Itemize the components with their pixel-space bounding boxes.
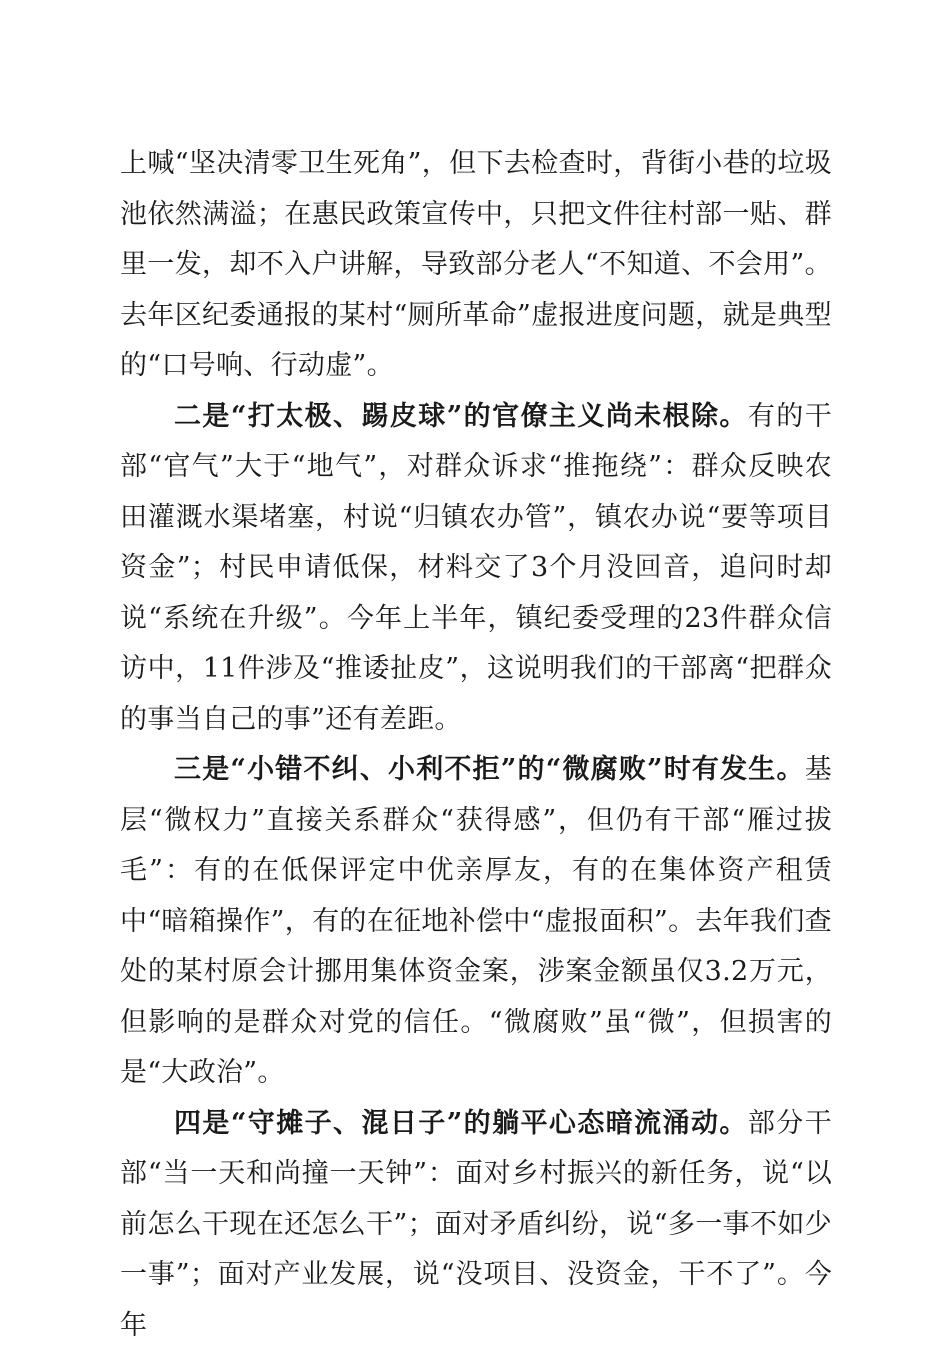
- paragraph-text: 有的干部“官气”大于“地气”，对群众诉求“推拖绕”：群众反映农田灌溉水渠堵塞，村说“归镇农办管”，镇农办说“要等项目资金”；村民申请低保，材料交了3个月没回音，追问时却说“系统在升级”。今年上半年，镇纪委受理的23件群众信访中，11件涉及“推诿扯皮”，这说明我们的干部离“把群众的事当自己的事”还有差距。: [120, 401, 832, 735]
- paragraph-lead: 二是“打太极、踢皮球”的官僚主义尚未根除。: [174, 401, 748, 432]
- paragraph-point-three: [120, 745, 832, 1099]
- paragraph-text: 基层“微权力”直接关系群众“获得感”，但仍有干部“雁过拔毛”：有的在低保评定中优亲厚友，有的在集体资产租赁中“暗箱操作”，有的在征地补偿中“虚报面积”。去年我们查处的某村原会计挪用集体资金案，涉案金额虽仅3.2万元，但影响的是群众对党的信任。“微腐败”虽“微”，但损害的是“大政治”。: [120, 754, 832, 1088]
- document-body: [120, 139, 832, 1351]
- paragraph-lead: 三是“小错不纠、小利不拒”的“微腐败”时有发生。: [174, 754, 805, 785]
- paragraph-point-two: [120, 392, 832, 746]
- paragraph-point-four: [120, 1099, 832, 1351]
- paragraph-continuation: [120, 139, 832, 392]
- paragraph-lead: 四是“守摊子、混日子”的躺平心态暗流涌动。: [174, 1108, 748, 1139]
- paragraph-text: 部分干部“当一天和尚撞一天钟”：面对乡村振兴的新任务，说“以前怎么干现在还怎么干”；面对矛盾纠纷，说“多一事不如少一事”；面对产业发展，说“没项目、没资金，干不了”。今年: [120, 1108, 832, 1341]
- paragraph-text: 上喊“坚决清零卫生死角”，但下去检查时，背街小巷的垃圾池依然满溢；在惠民政策宣传中，只把文件往村部一贴、群里一发，却不入户讲解，导致部分老人“不知道、不会用”。去年区纪委通报的某村“厕所革命”虚报进度问题，就是典型的“口号响、行动虚”。: [120, 148, 832, 381]
